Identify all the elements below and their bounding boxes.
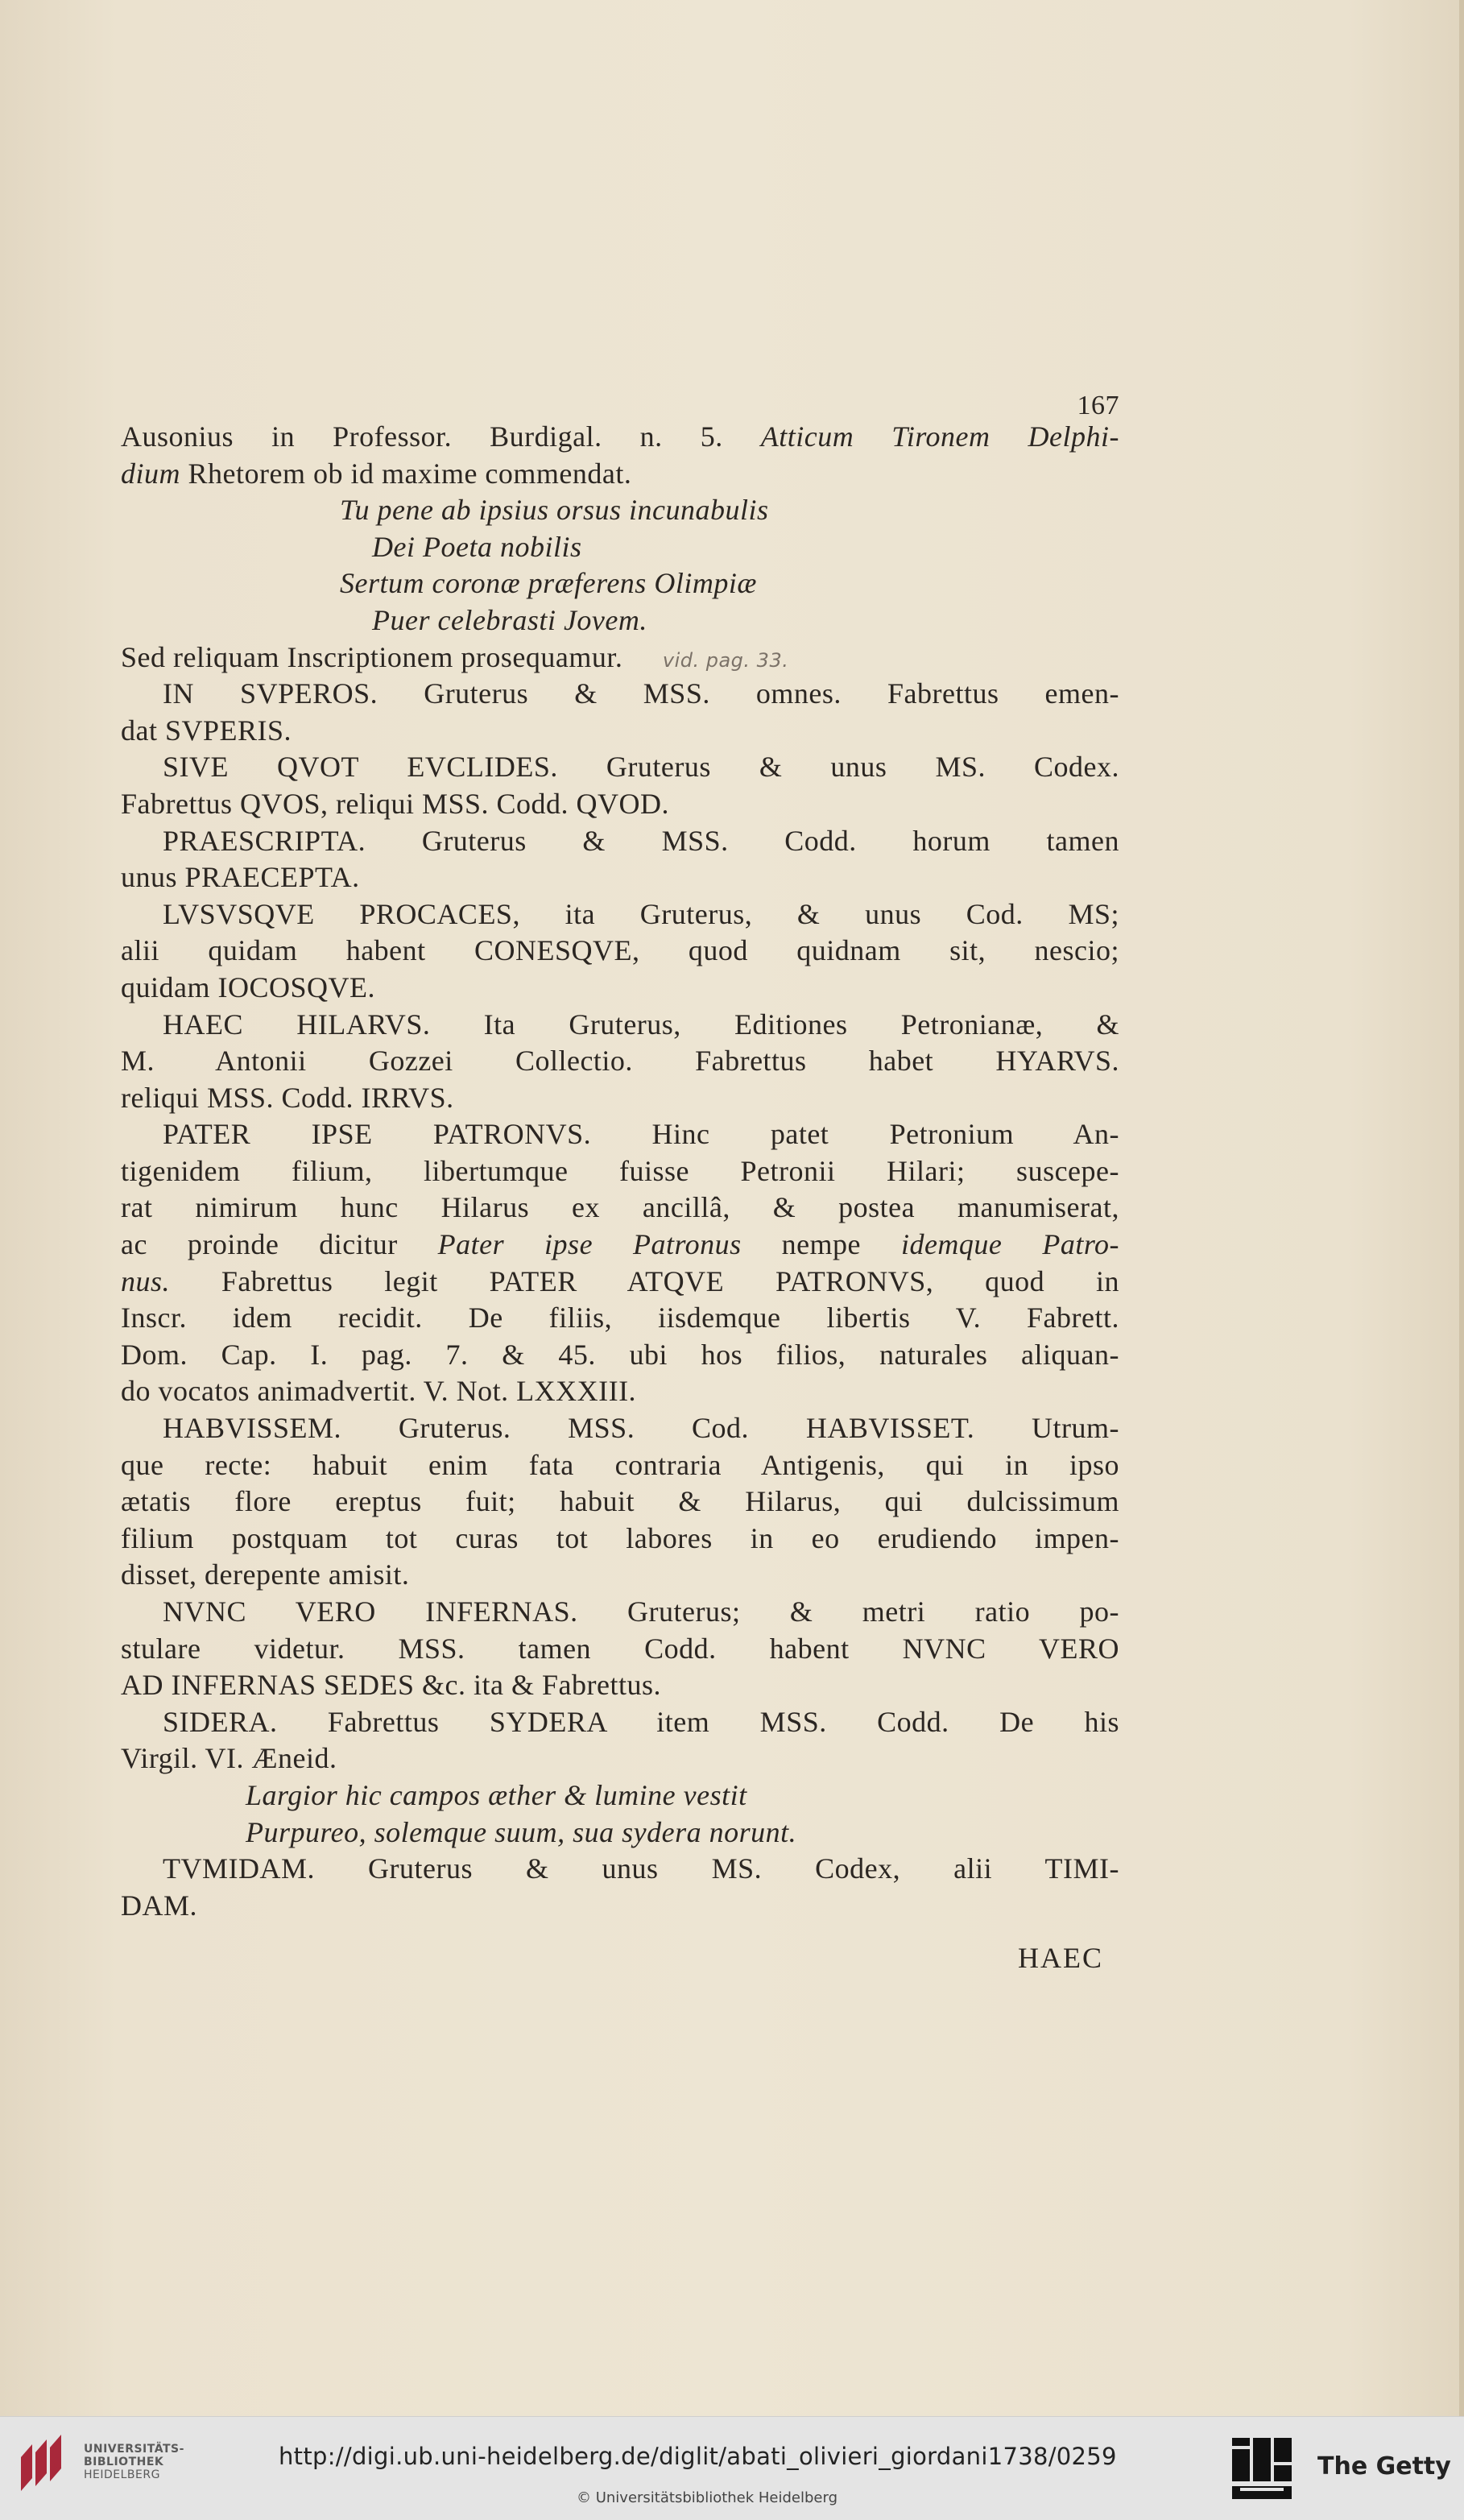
text-line: Ausonius in Professor. Burdigal. n. 5. Atticum Tironem Delphi-	[121, 420, 1119, 453]
university-library-logo-icon	[14, 2433, 72, 2497]
getty-name: The Getty	[1317, 2452, 1451, 2481]
text-line: PRAESCRIPTA. Gruterus & MSS. Codd. horum tamen	[163, 824, 1119, 857]
text-line: ac proinde dicitur Pater ipse Patronus nempe idemque Patro-	[121, 1228, 1119, 1261]
verse-line: Largior hic campos æther & lumine vestit	[246, 1778, 747, 1811]
text-line: Fabrettus QVOS, reliqui MSS. Codd. QVOD.	[121, 787, 670, 820]
text-line: que recte: habuit enim fata contraria Antigenis, qui in ipso	[121, 1448, 1119, 1481]
text-line: TVMIDAM. Gruterus & unus MS. Codex, alii TIMI-	[163, 1852, 1119, 1885]
page-number: 167	[1077, 391, 1119, 420]
text-line: disset, derepente amisit.	[121, 1558, 410, 1591]
text-line: filium postquam tot curas tot labores in eo erudiendo impen-	[121, 1521, 1119, 1554]
text-line: IN SVPEROS. Gruterus & MSS. omnes. Fabrettus emen-	[163, 677, 1119, 710]
text-line: Virgil. VI. Æneid.	[121, 1742, 337, 1775]
text-line: do vocatos animadvertit. V. Not. LXXXIII.	[121, 1375, 637, 1408]
verse-line: Sertum coronæ præferens Olimpiæ	[340, 567, 757, 600]
catchword: HAEC	[1018, 1942, 1103, 1975]
text-line: Dom. Cap. I. pag. 7. & 45. ubi hos filios, naturales aliquan-	[121, 1338, 1119, 1371]
copyright-notice: © Universitätsbibliothek Heidelberg	[577, 2489, 838, 2506]
text-line: Inscr. idem recidit. De filiis, iisdemque libertis V. Fabrett.	[121, 1301, 1119, 1334]
text-line: alii quidam habent CONESQVE, quod quidnam sit, nescio;	[121, 934, 1119, 967]
verse-line: Puer celebrasti Jovem.	[372, 603, 647, 636]
text-line: HAEC HILARVS. Ita Gruterus, Editiones Petronianæ, &	[163, 1008, 1119, 1041]
text-line: NVNC VERO INFERNAS. Gruterus; & metri ratio po-	[163, 1595, 1119, 1628]
text-line: M. Antonii Gozzei Collectio. Fabrettus habet HYARVS.	[121, 1045, 1119, 1078]
page-edge	[1459, 0, 1464, 2416]
verse-line: Dei Poeta nobilis	[372, 530, 582, 563]
text-line: AD INFERNAS SEDES &c. ita & Fabrettus.	[121, 1669, 661, 1702]
text-line: HABVISSEM. Gruterus. MSS. Cod. HABVISSET. Utrum-	[163, 1412, 1119, 1445]
text-line: reliqui MSS. Codd. IRRVS.	[121, 1081, 454, 1114]
text-line: rat nimirum hunc Hilarus ex ancillâ, & postea manumiserat,	[121, 1191, 1119, 1224]
page-text	[121, 393, 1119, 1977]
handwritten-note: vid. pag. 33.	[662, 648, 789, 672]
text-line: ætatis flore ereptus fuit; habuit & Hilarus, qui dulcissimum	[121, 1485, 1119, 1518]
text-line: PATER IPSE PATRONVS. Hinc patet Petronium An-	[163, 1118, 1119, 1151]
text-line: dium Rhetorem ob id maxime commendat.	[121, 457, 632, 490]
text-line: DAM.	[121, 1889, 198, 1922]
text-line: dat SVPERIS.	[121, 714, 292, 747]
text-line: stulare videtur. MSS. tamen Codd. habent NVNC VERO	[121, 1632, 1119, 1665]
text-line: Sed reliquam Inscriptionem prosequamur. vid. pag. 33.	[121, 640, 789, 673]
text-line: tigenidem filium, libertumque fuisse Petronii Hilari; suscepe-	[121, 1154, 1119, 1187]
footer-bar	[0, 2416, 1464, 2520]
permalink-url[interactable]: http://digi.ub.uni-heidelberg.de/diglit/abati_olivieri_giordani1738/0259	[279, 2443, 1117, 2470]
verse-line: Purpureo, solemque suum, sua sydera norunt.	[246, 1815, 797, 1848]
verse-line: Tu pene ab ipsius orsus incunabulis	[340, 494, 769, 527]
text-line: LVSVSQVE PROCACES, ita Gruterus, & unus Cod. MS;	[163, 897, 1119, 930]
text-line: quidam IOCOSQVE.	[121, 970, 375, 1003]
university-library-name: UNIVERSITÄTS- BIBLIOTHEK HEIDELBERG	[84, 2443, 184, 2481]
text-line: SIDERA. Fabrettus SYDERA item MSS. Codd. De his	[163, 1705, 1119, 1738]
text-line: nus. Fabrettus legit PATER ATQVE PATRONVS, quod in	[121, 1264, 1119, 1297]
getty-logo-icon	[1232, 2438, 1293, 2502]
text-line: unus PRAECEPTA.	[121, 861, 360, 894]
text-line: SIVE QVOT EVCLIDES. Gruterus & unus MS. Codex.	[163, 751, 1119, 784]
